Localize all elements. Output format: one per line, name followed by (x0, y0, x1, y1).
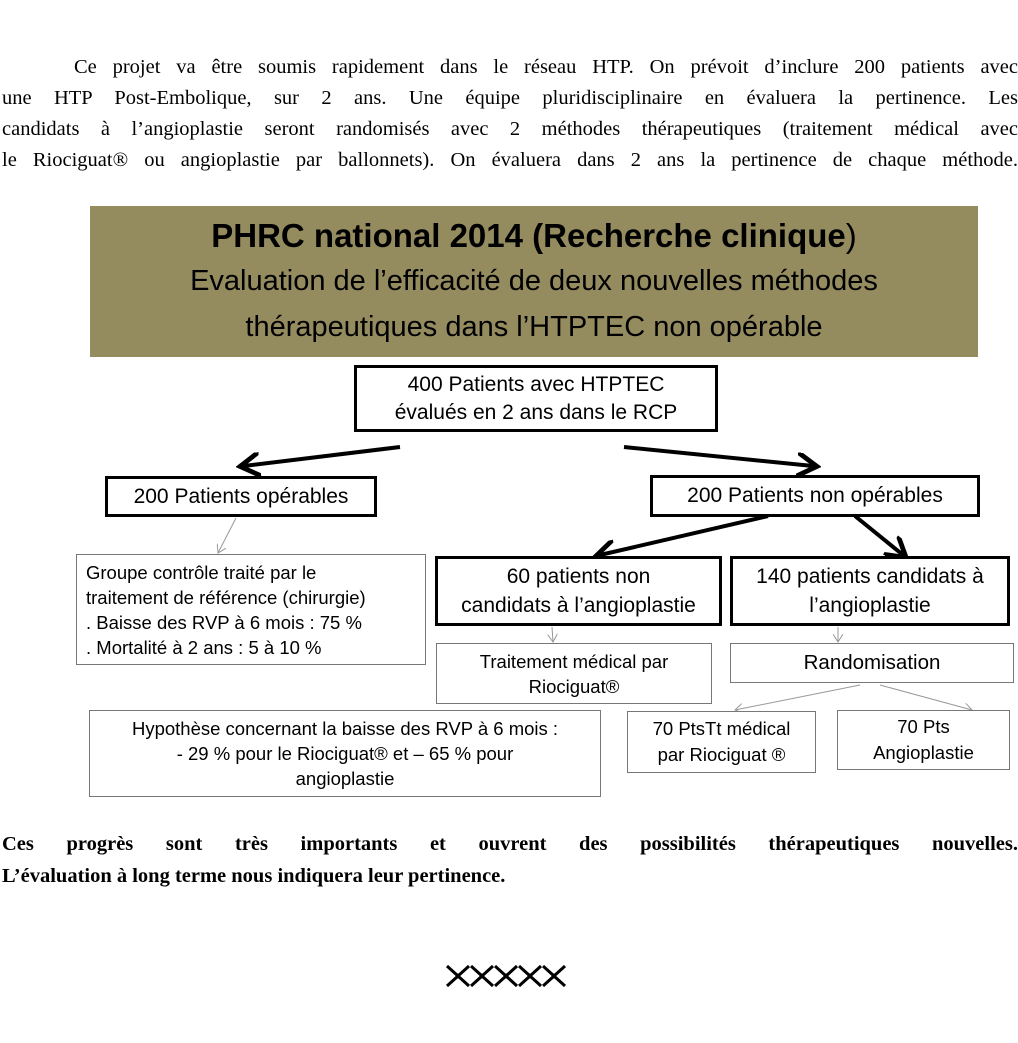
banner-subtitle-line: Evaluation de l’efficacité de deux nouvelles méthodes (190, 265, 878, 297)
arrow-to-operables (244, 447, 400, 466)
intro-line: une HTP Post-Embolique, sur 2 ans. Une équipe pluridisciplinaire en évaluera la pertinence. Les (2, 87, 1018, 109)
box-line: 200 Patients non opérables (687, 484, 943, 507)
box-line: Riociguat® (528, 675, 620, 697)
box-line: 200 Patients opérables (133, 484, 349, 508)
box-line: - 29 % pour le Riociguat® et – 65 % pour (176, 743, 514, 764)
intro-line: le Riociguat® ou angioplastie par ballonnets). On évaluera dans 2 ans la pertinence de chaque méthode. (2, 149, 1018, 171)
section-divider-ornament-icon (445, 962, 573, 990)
intro-line: candidats à l’angioplastie seront randomisés avec 2 méthodes thérapeutiques (traitement médical avec (2, 118, 1018, 140)
box-line: 60 patients non (506, 565, 651, 588)
box-randomisation (730, 643, 1014, 683)
arrow-to-non-operables (624, 447, 813, 466)
arrow-to-control-group (218, 518, 236, 553)
box-line: par Riociguat ® (657, 744, 786, 765)
box-total-patients (354, 365, 718, 432)
box-non-candidates (435, 556, 722, 626)
box-operables (105, 476, 377, 517)
box-non-operables (650, 475, 980, 517)
box-arm-medical (627, 711, 816, 773)
arrow-to-medical-treatment (552, 627, 553, 642)
box-line: 400 Patients avec HTPTEC (407, 372, 665, 396)
banner-title-paren: ) (845, 217, 857, 254)
box-line: 70 PtsTt médical (652, 718, 791, 739)
box-line: Traitement médical par (479, 650, 669, 672)
arrow-to-non-candidates (600, 516, 768, 555)
arrow-to-candidates (855, 516, 903, 555)
box-hypothesis (89, 710, 601, 797)
box-line: . Baisse des RVP à 6 mois : 75 % (86, 611, 362, 633)
arrow-to-arm-medical (735, 685, 860, 710)
banner-title-main: PHRC national 2014 (Recherche clinique (211, 217, 846, 254)
arrow-to-arm-angioplasty (880, 685, 972, 710)
box-line: 70 Pts (897, 716, 950, 737)
box-arm-angioplasty (837, 710, 1010, 770)
box-medical-treatment (436, 643, 712, 704)
closing-line: Ces progrès sont très importants et ouvrent des possibilités thérapeutiques nouvelles. (2, 833, 1018, 855)
box-line: Hypothèse concernant la baisse des RVP à 6 mois : (131, 718, 559, 739)
intro-line: Ce projet va être soumis rapidement dans le réseau HTP. On prévoit d’inclure 200 patients avec (74, 56, 1018, 78)
box-control-group (76, 554, 426, 665)
box-line: Groupe contrôle traité par le (86, 561, 317, 583)
box-line: l’angioplastie (809, 594, 931, 617)
box-candidates (730, 556, 1010, 626)
box-line: évalués en 2 ans dans le RCP (394, 400, 678, 424)
box-line: Angioplastie (873, 742, 974, 763)
box-line: angioplastie (295, 768, 395, 789)
box-line: Randomisation (803, 651, 941, 674)
box-line: traitement de référence (chirurgie) (86, 586, 366, 608)
box-line: . Mortalité à 2 ans : 5 à 10 % (86, 636, 322, 658)
banner-subtitle-line: thérapeutiques dans l’HTPTEC non opérable (245, 311, 823, 343)
closing-paragraph (2, 828, 1018, 892)
closing-line: L’évaluation à long terme nous indiquera leur pertinence. (2, 865, 506, 887)
box-line: candidats à l’angioplastie (461, 594, 696, 617)
box-line: 140 patients candidats à (756, 565, 984, 588)
